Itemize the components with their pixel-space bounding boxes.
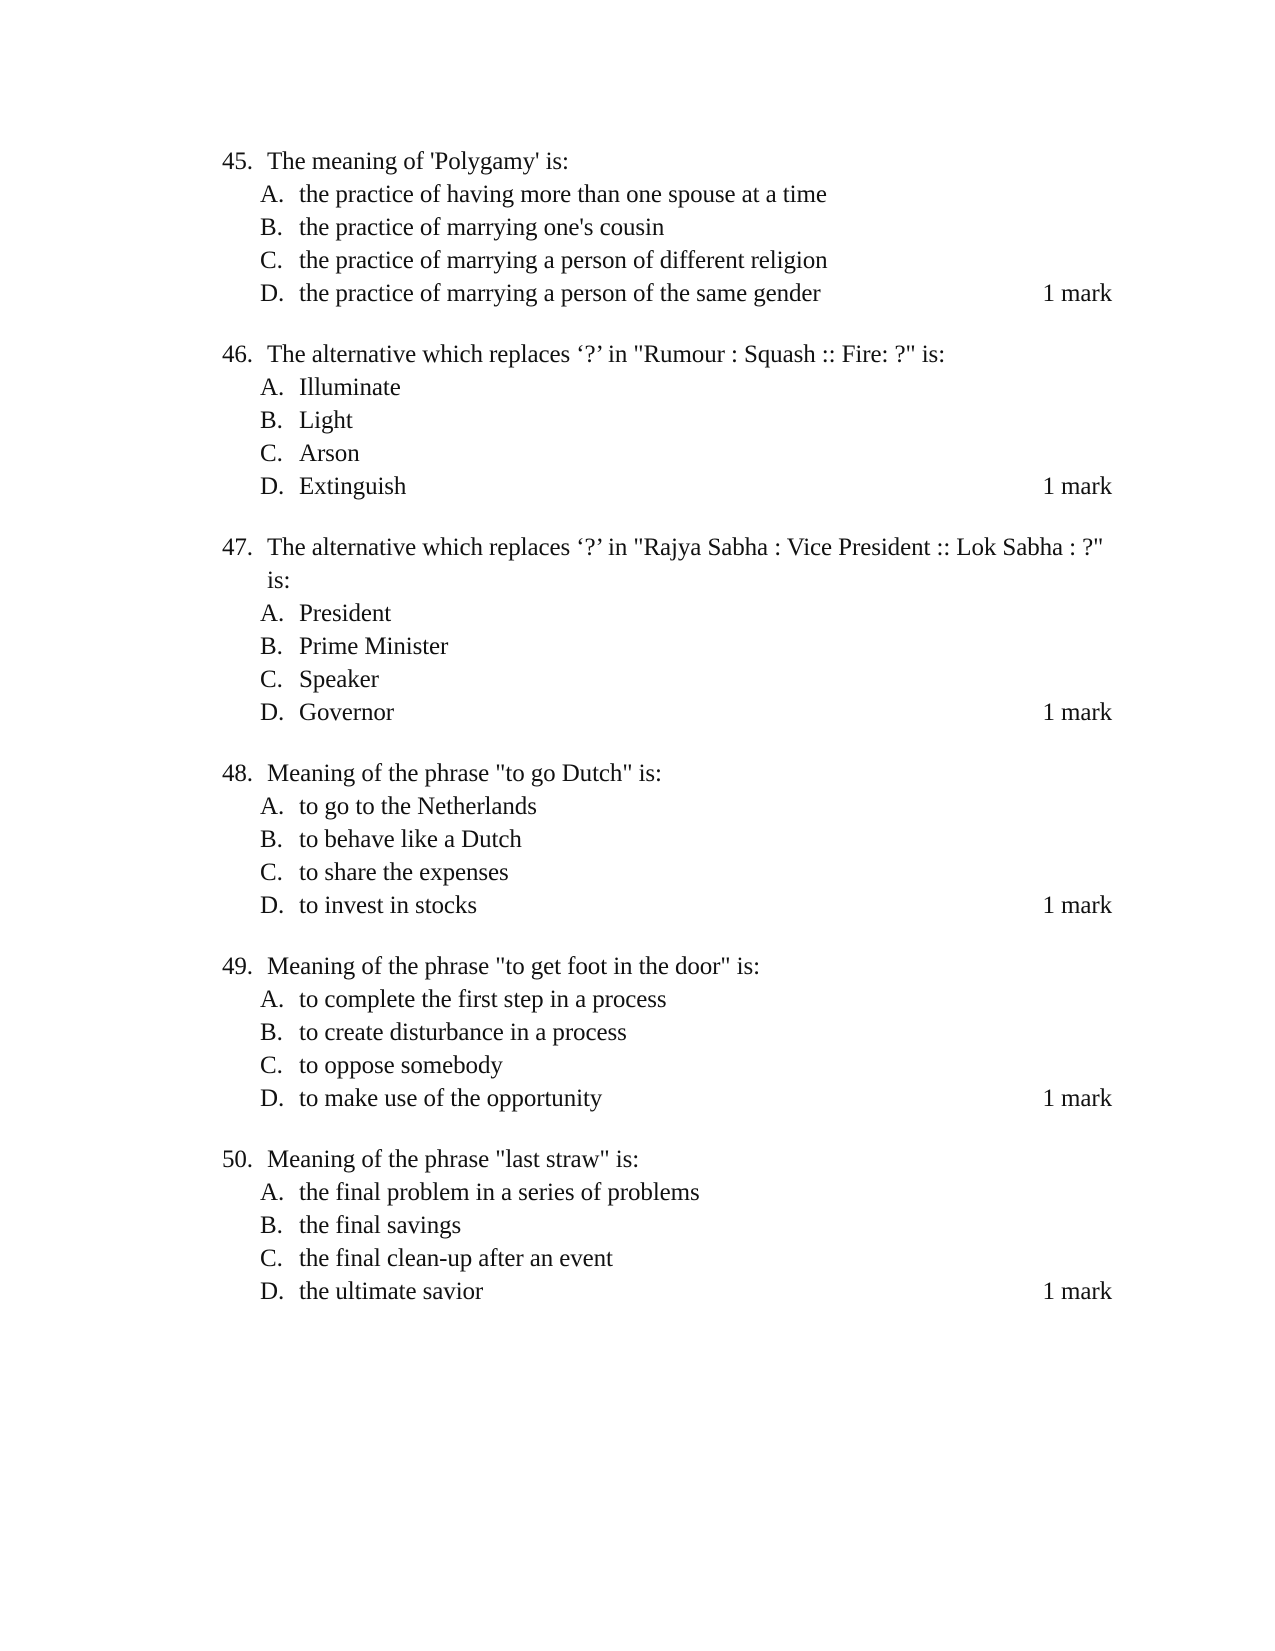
- question-text: The alternative which replaces ‘?’ in "Rajya Sabha : Vice President :: Lok Sabha : ?" is:: [267, 534, 1104, 594]
- question-text: Meaning of the phrase "to get foot in the door" is:: [267, 953, 760, 980]
- option-letter: B.: [260, 826, 283, 853]
- option-c: [222, 1242, 1112, 1275]
- option-b: [222, 630, 1112, 663]
- option-text: President: [299, 600, 392, 627]
- question-50: [222, 1143, 1112, 1308]
- option-b: [222, 404, 1112, 437]
- option-text: Speaker: [299, 666, 379, 693]
- option-text: Illuminate: [299, 374, 401, 401]
- option-a: [222, 178, 1112, 211]
- option-text: to go to the Netherlands: [299, 793, 537, 820]
- option-c: [222, 663, 1112, 696]
- option-text: Arson: [299, 440, 360, 467]
- option-letter: C.: [260, 440, 283, 467]
- option-b: [222, 1016, 1112, 1049]
- option-text: to behave like a Dutch: [299, 826, 522, 853]
- option-letter: C.: [260, 1245, 283, 1272]
- option-text: the final savings: [299, 1212, 462, 1239]
- question-stem: [222, 338, 1112, 371]
- option-letter: C.: [260, 247, 283, 274]
- option-letter: C.: [260, 1052, 283, 1079]
- option-text: to complete the first step in a process: [299, 986, 667, 1013]
- option-b: [222, 211, 1112, 244]
- question-stem: [222, 757, 1112, 790]
- question-text: The alternative which replaces ‘?’ in "Rumour : Squash :: Fire: ?" is:: [267, 341, 946, 368]
- option-letter: C.: [260, 859, 283, 886]
- question-text: Meaning of the phrase "to go Dutch" is:: [267, 760, 662, 787]
- question-49: [222, 950, 1112, 1115]
- option-text: Governor: [299, 699, 395, 726]
- option-letter: B.: [260, 1019, 283, 1046]
- option-text: Prime Minister: [299, 633, 449, 660]
- option-letter: B.: [260, 1212, 283, 1239]
- question-text: The meaning of 'Polygamy' is:: [267, 148, 569, 175]
- option-a: [222, 597, 1112, 630]
- option-text: the practice of marrying one's cousin: [299, 214, 665, 241]
- option-letter: B.: [260, 214, 283, 241]
- marks-label: 1 mark: [1042, 1278, 1112, 1305]
- option-letter: A.: [260, 793, 285, 820]
- question-45: [222, 145, 1112, 310]
- question-stem: [222, 1143, 1112, 1176]
- option-text: the practice of marrying a person of different religion: [299, 247, 828, 274]
- option-letter: A.: [260, 181, 285, 208]
- option-text: the practice of having more than one spouse at a time: [299, 181, 827, 208]
- marks-label: 1 mark: [1042, 473, 1112, 500]
- question-number: 45.: [222, 148, 253, 175]
- option-letter: D.: [260, 1085, 285, 1112]
- option-a: [222, 790, 1112, 823]
- option-c: [222, 437, 1112, 470]
- option-letter: D.: [260, 280, 285, 307]
- question-46: [222, 338, 1112, 503]
- option-b: [222, 1209, 1112, 1242]
- option-text: the ultimate savior: [299, 1278, 484, 1305]
- option-a: [222, 371, 1112, 404]
- question-number: 48.: [222, 760, 253, 787]
- option-letter: A.: [260, 1179, 285, 1206]
- question-48: [222, 757, 1112, 922]
- option-d: [222, 696, 1112, 729]
- option-c: [222, 856, 1112, 889]
- option-text: Light: [299, 407, 353, 434]
- option-text: the practice of marrying a person of the same gender: [299, 280, 821, 307]
- marks-label: 1 mark: [1042, 699, 1112, 726]
- question-47: [222, 531, 1112, 729]
- option-b: [222, 823, 1112, 856]
- option-d: [222, 1275, 1112, 1308]
- option-letter: A.: [260, 600, 285, 627]
- question-stem: [222, 145, 1112, 178]
- option-text: the final clean-up after an event: [299, 1245, 613, 1272]
- question-stem: [222, 950, 1112, 983]
- option-text: to share the expenses: [299, 859, 509, 886]
- question-text: Meaning of the phrase "last straw" is:: [267, 1146, 640, 1173]
- option-letter: D.: [260, 1278, 285, 1305]
- question-number: 50.: [222, 1146, 253, 1173]
- option-letter: D.: [260, 699, 285, 726]
- option-letter: B.: [260, 633, 283, 660]
- marks-label: 1 mark: [1042, 892, 1112, 919]
- option-text: Extinguish: [299, 473, 407, 500]
- option-text: to invest in stocks: [299, 892, 477, 919]
- option-text: to make use of the opportunity: [299, 1085, 603, 1112]
- option-d: [222, 1082, 1112, 1115]
- option-d: [222, 889, 1112, 922]
- option-text: to oppose somebody: [299, 1052, 503, 1079]
- marks-label: 1 mark: [1042, 280, 1112, 307]
- option-letter: D.: [260, 892, 285, 919]
- option-c: [222, 1049, 1112, 1082]
- question-stem: [222, 531, 1112, 597]
- option-letter: A.: [260, 374, 285, 401]
- option-a: [222, 983, 1112, 1016]
- option-d: [222, 470, 1112, 503]
- question-number: 49.: [222, 953, 253, 980]
- option-d: [222, 277, 1112, 310]
- question-number: 47.: [222, 534, 253, 561]
- option-text: to create disturbance in a process: [299, 1019, 627, 1046]
- option-text: the final problem in a series of problems: [299, 1179, 700, 1206]
- option-letter: C.: [260, 666, 283, 693]
- question-number: 46.: [222, 341, 253, 368]
- option-letter: A.: [260, 986, 285, 1013]
- option-a: [222, 1176, 1112, 1209]
- option-letter: B.: [260, 407, 283, 434]
- option-letter: D.: [260, 473, 285, 500]
- option-c: [222, 244, 1112, 277]
- marks-label: 1 mark: [1042, 1085, 1112, 1112]
